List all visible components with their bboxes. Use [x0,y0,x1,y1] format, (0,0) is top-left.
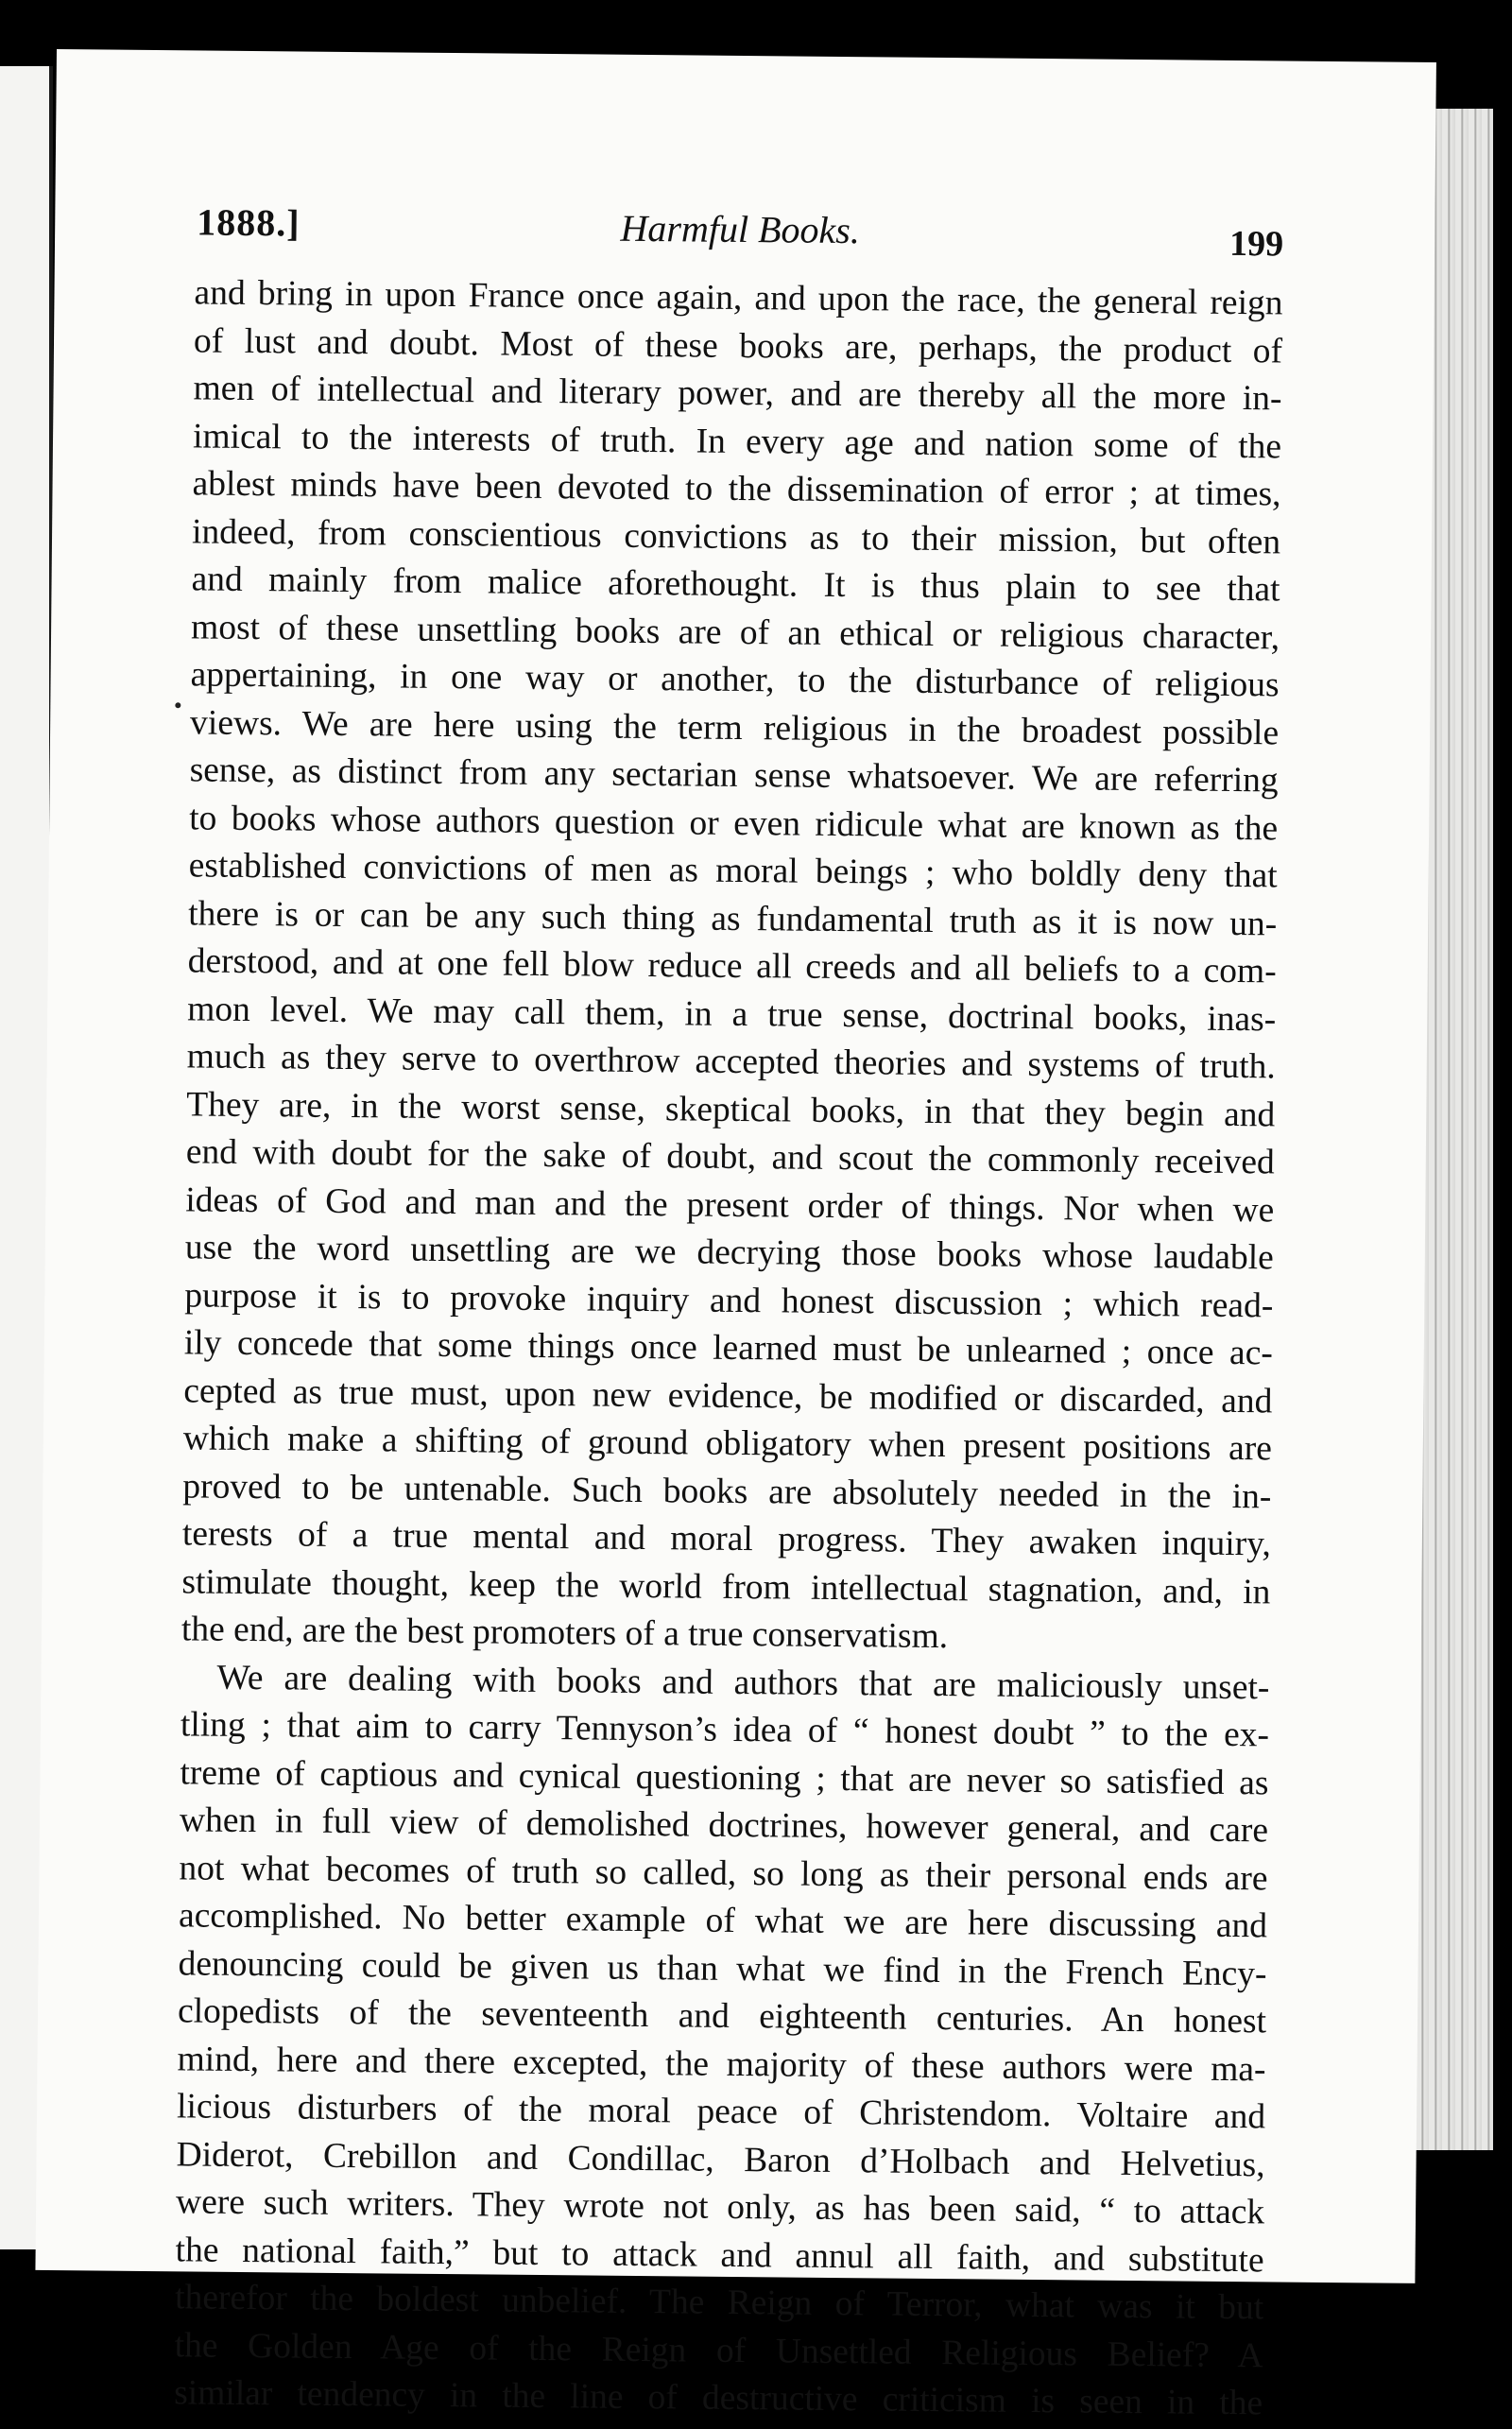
text-line: much as they serve to overthrow accepted theories and systems of truth. [186,1037,1276,1087]
text-line: men of intellectual and literary power, and are thereby all the more in- [193,369,1282,419]
text-line: the Golden Age of the Reign of Unsettled Religious Belief? A [174,2325,1263,2375]
text-line: established convictions of men as moral beings ; who boldly deny that [188,846,1278,896]
page-number: 199 [1228,223,1284,265]
book-page [35,49,1435,2423]
text-line: most of these unsettling books are of an ethical or religious character, [190,607,1280,657]
text-line: to books whose authors question or even ridicule what are known as the [189,798,1279,848]
text-line: which make a shifting of ground obligatory when present positions are [182,1419,1273,1469]
text-line: proved to be untenable. Such books are absolutely needed in the in- [182,1466,1272,1516]
running-head [197,199,1284,267]
text-line: purpose it is to provoke inquiry and honest discussion ; which read- [184,1275,1274,1325]
text-line: denouncing could be given us than what we find in the French Ency- [178,1943,1267,1993]
text-line: were such writers. They wrote not only, as has been said, “ to attack [175,2182,1265,2232]
paragraph-end-line: the end, are the best promoters of a true conservatism. [180,1610,949,1657]
text-line: similar tendency in the line of destructive criticism is seen in the [174,2373,1263,2423]
text-line: views. We are here using the term religious in the broadest possible [189,702,1280,752]
text-line: tling ; that aim to carry Tennyson’s idea of “ honest doubt ” to the ex- [180,1705,1270,1755]
text-line: stimulate thought, keep the world from intellectual stagnation, and, in [181,1561,1271,1611]
text-line: there is or can be any such thing as fundamental truth as it is now un- [188,893,1278,943]
text-line: ily concede that some things once learned must be unlearned ; once ac- [183,1323,1274,1373]
text-line: ablest minds have been devoted to the dissemination of error ; at times, [192,464,1281,514]
text-line: therefor the boldest unbelief. The Reign of Terror, what was it but [174,2278,1264,2328]
text-line: licious disturbers of the moral peace of Christendom. Voltaire and [176,2087,1266,2137]
text-line: not what becomes of truth so called, so long as their personal ends are [179,1848,1268,1898]
text-line: Diderot, Crebillon and Condillac, Baron d’Holbach and Helvetius, [176,2134,1265,2184]
text-line: the national faith,” but to attack and annul all faith, and substitute [175,2230,1264,2280]
text-line: terests of a true mental and moral progress. They awaken inquiry, [181,1514,1272,1564]
text-line: end with doubt for the sake of doubt, and scout the commonly received [185,1132,1275,1182]
text-line: of lust and doubt. Most of these books are, perhaps, the product of [193,320,1283,370]
paragraph-start-line: We are dealing with books and authors that are maliciously unset- [216,1658,1270,1707]
text-line: mon level. We may call them, in a true sense, doctrinal books, inas- [187,989,1277,1039]
text-line: cepted as true must, upon new evidence, be modified or discarded, and [183,1370,1273,1421]
text-line: treme of captious and cynical questioning ; that are never so satisfied as [180,1752,1269,1802]
text-line: appertaining, in one way or another, to the disturbance of religious [190,655,1280,705]
body-text [174,269,1283,2427]
text-line: indeed, from conscientious convictions as to their mission, but often [191,511,1281,561]
header-title: Harmful Books. [620,206,861,252]
text-line: accomplished. No better example of what we are here discussing and [178,1896,1268,1946]
text-line: and bring in upon France once again, and upon the race, the general reign [194,273,1283,323]
text-line: ideas of God and man and the present order of things. Nor when we [185,1180,1275,1230]
text-line: when in full view of demolished doctrines, however general, and care [179,1800,1269,1851]
text-line: They are, in the worst sense, skeptical books, in that they begin and [186,1084,1276,1134]
header-year: 1888.] [197,200,301,245]
text-line: clopedists of the seventeenth and eighteenth centuries. An honest [177,1991,1267,2041]
text-line: mind, here and there excepted, the majority of these authors were ma- [177,2039,1266,2089]
text-line: imical to the interests of truth. In every age and nation some of the [192,416,1282,466]
text-line: derstood, and at one fell blow reduce all creeds and all beliefs to a com- [187,941,1277,991]
text-line: sense, as distinct from any sectarian sense whatsoever. We are referring [189,750,1279,801]
margin-mark [175,702,180,708]
text-line: and mainly from malice aforethought. It is thus plain to see that [191,560,1280,610]
text-line: use the word unsettling are we decrying those books whose laudable [184,1228,1274,1278]
